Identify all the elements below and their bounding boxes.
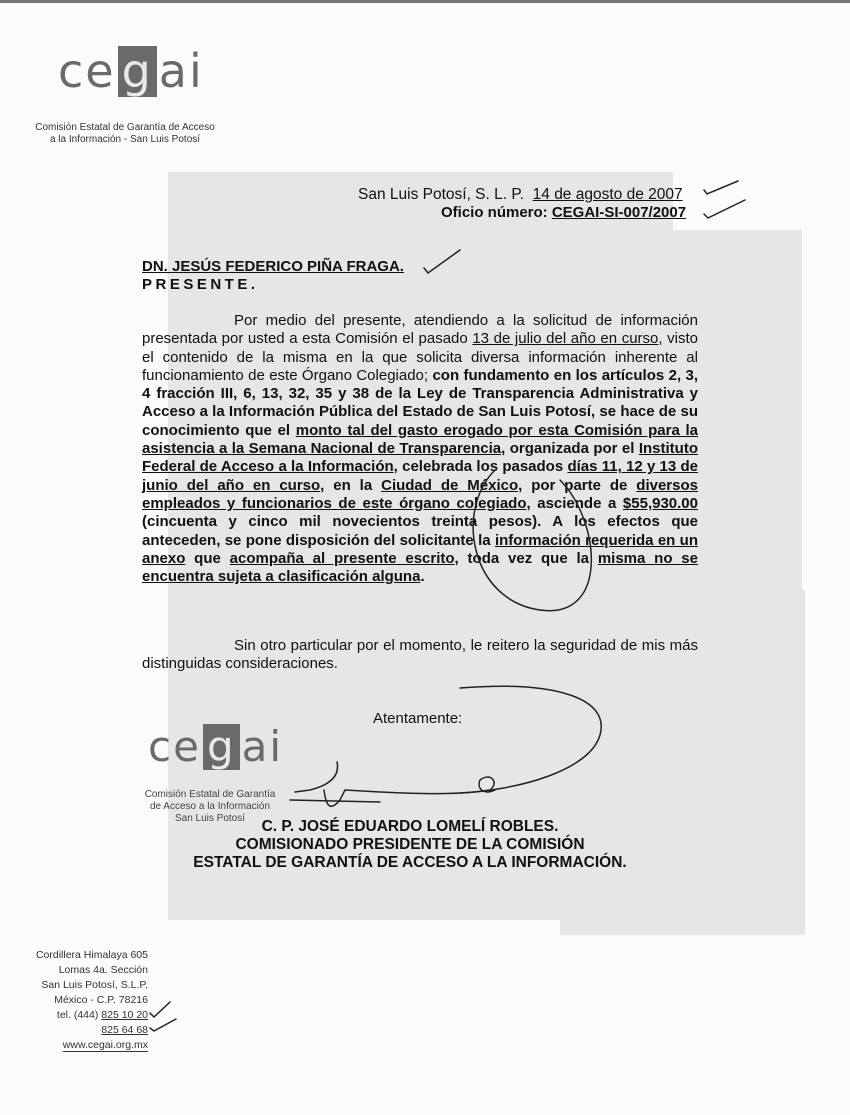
phone-number: 825 64 68 bbox=[101, 1024, 148, 1036]
signer-name: C. P. JOSÉ EDUARDO LOMELÍ ROBLES. bbox=[261, 818, 559, 835]
oficio-number: Oficio número: CEGAI-SI-007/2007 bbox=[441, 204, 687, 221]
check-mark bbox=[150, 1002, 170, 1017]
signer-title: COMISIONADO PRESIDENTE DE LA COMISIÓN bbox=[235, 836, 585, 853]
check-mark bbox=[424, 250, 460, 273]
addressee-name: DN. JESÚS FEDERICO PIÑA FRAGA. bbox=[142, 258, 404, 275]
check-mark bbox=[704, 200, 745, 218]
cegai-logo: ce g ai bbox=[58, 44, 204, 98]
signature-loop bbox=[460, 686, 601, 793]
check-mark bbox=[150, 1019, 176, 1031]
letter-date: San Luis Potosí, S. L. P. 14 de agosto de 2007 bbox=[358, 186, 683, 203]
letterhead-org-name: Comisión Estatal de Garantía de Acceso a la Información - San Luis Potosí bbox=[35, 122, 215, 145]
atentamente-label: Atentamente: bbox=[373, 710, 463, 727]
signer-title: ESTATAL DE GARANTÍA DE ACCESO A LA INFORMACIÓN. bbox=[193, 854, 627, 871]
footer-address: Cordillera Himalaya 605 Lomas 4a. Sección San Luis Potosí, S.L.P. México - C.P. 78216 tel. (444) 825 10 20 825 64 68 www.cegai.org.mx bbox=[35, 949, 148, 1051]
cegai-seal-logo: ce g ai bbox=[148, 722, 284, 771]
phone-number: 825 10 20 bbox=[101, 1009, 148, 1021]
presente-label: PRESENTE. bbox=[142, 276, 259, 293]
website-link[interactable]: www.cegai.org.mx bbox=[62, 1039, 148, 1051]
seal-org-name: Comisión Estatal de Garantía de Acceso a la Información San Luis Potosí bbox=[144, 789, 276, 824]
signature bbox=[290, 800, 380, 802]
signature bbox=[295, 762, 495, 806]
check-mark bbox=[704, 181, 738, 194]
closing-paragraph: Sin otro particular por el momento, le reitero la seguridad de mis más distinguidas consideraciones. bbox=[142, 637, 698, 673]
letter-body: Por medio del presente, atendiendo a la solicitud de información presentada por usted a esta Comisión el pasado 13 de julio del año en curso, visto el contenido de la misma en la que solicita diversa información inherente al funcionamiento de este Órgano Colegiado; con fundamento en los artículos 2, 3, 4 fracción III, 6, 13, 32, 35 y 38 de la Ley de Transparencia Administrativa y Acceso a la Información Pública del Estado de San Luis Potosí, se hace de su conocimiento que el monto tal del gasto erogado por esta Comisión para la asistencia a la Semana Nacional de Transparencia, organizada por el Instituto Federal de Acceso a la Información, celebrada los pasados días 11, 12 y 13 de junio del año en curso, en la Ciudad de México, por parte de diversos empleados y funcionarios de este órgano colegiado, asciende a $55,930.00 (cincuenta y cinco mil novecientos treinta pesos). A los efectos que anteceden, se pone disposición del solicitante la información requerida en un anexo que acompaña al presente escrito, toda vez que la misma no se encuentra sujeta a clasificación alguna. bbox=[142, 312, 699, 586]
circle-mark bbox=[473, 470, 591, 611]
